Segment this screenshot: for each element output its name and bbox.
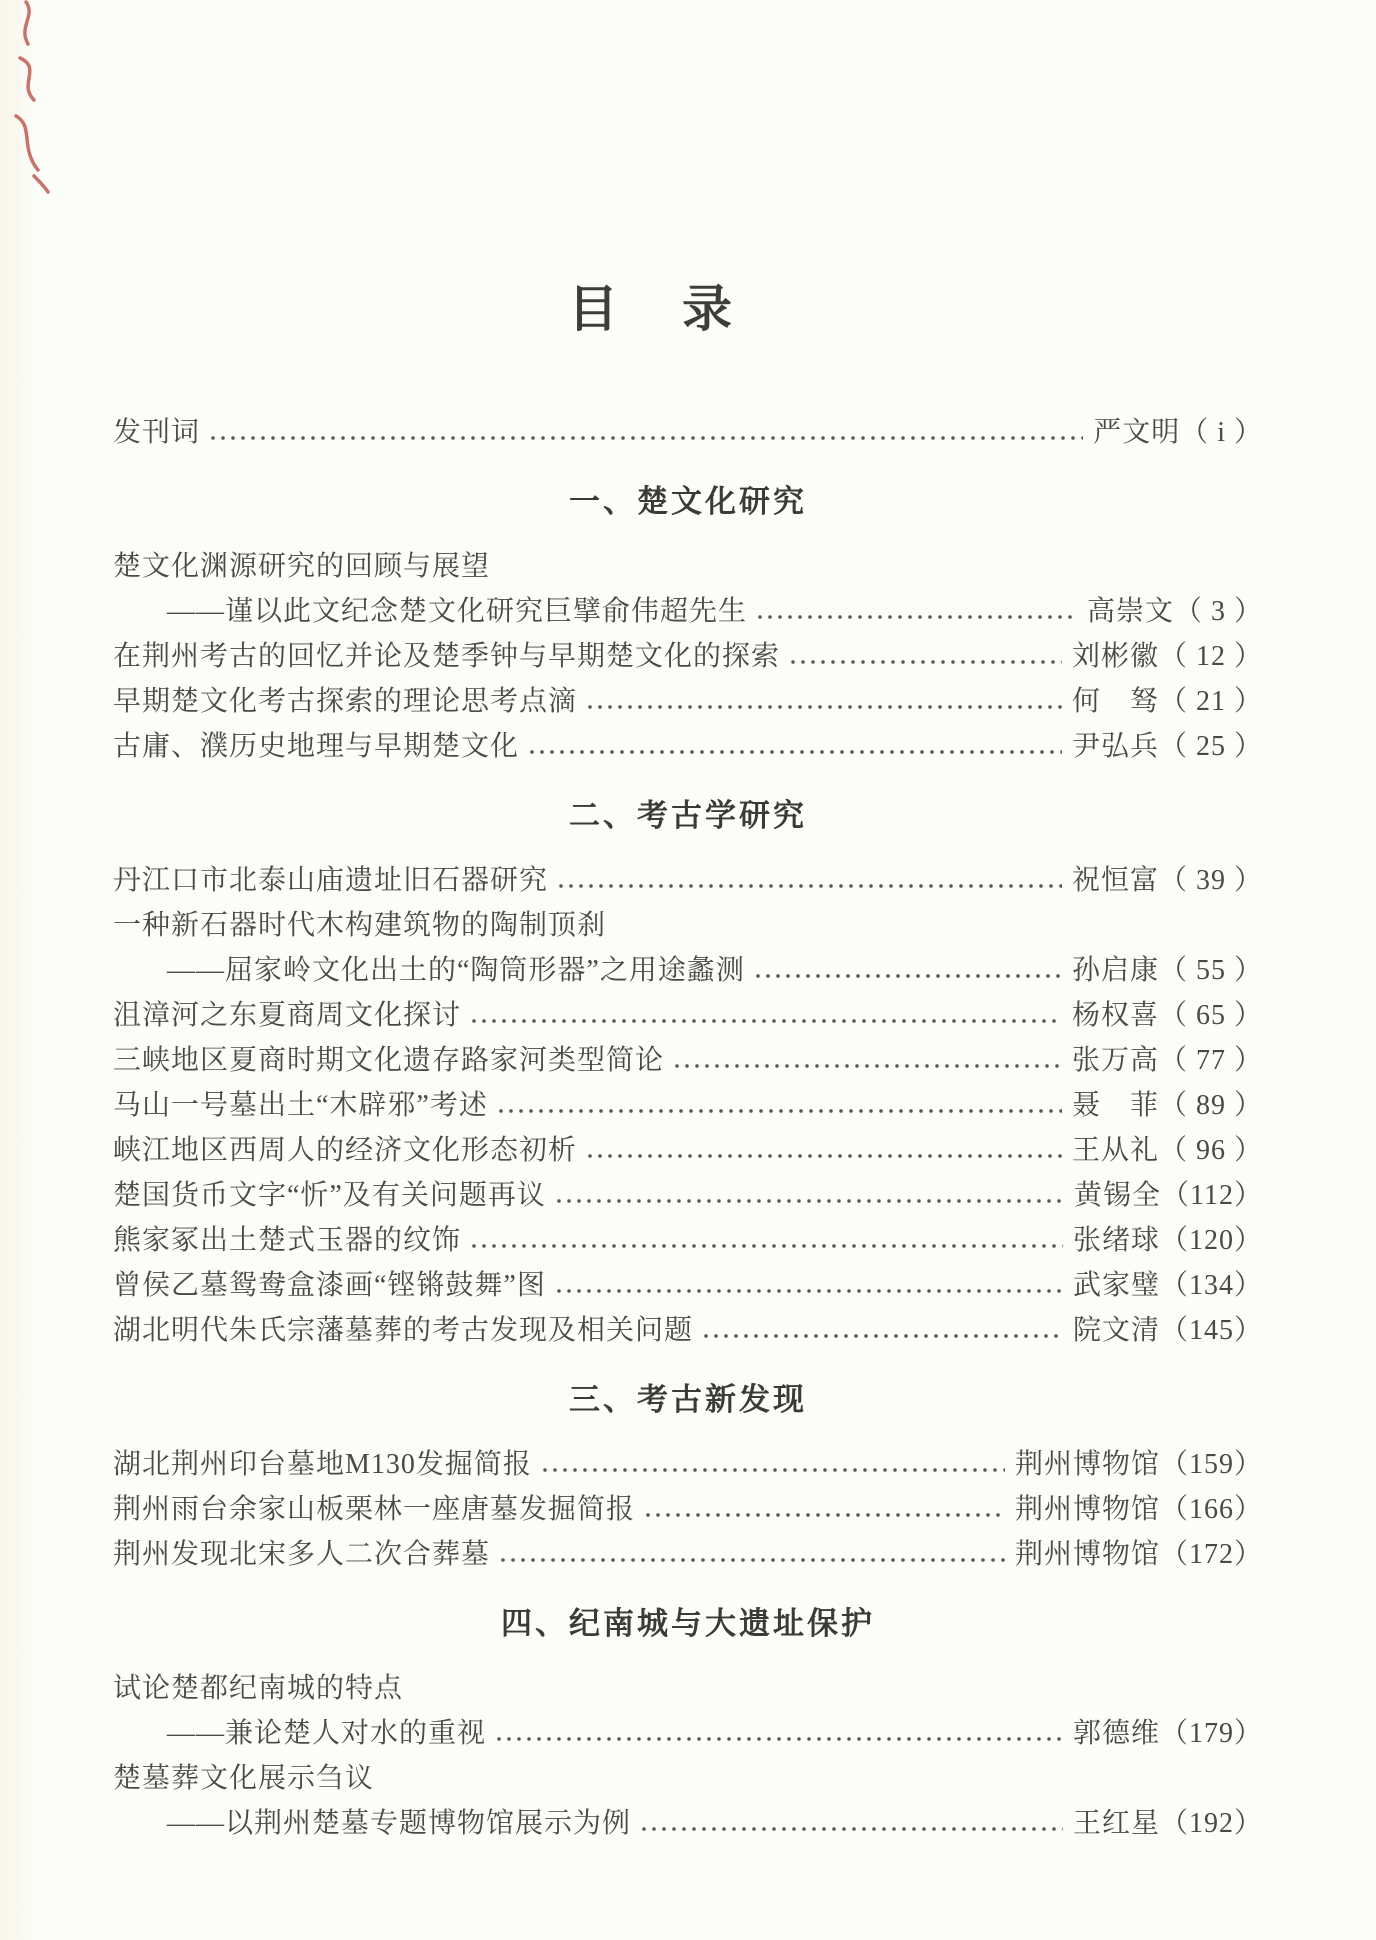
dot-leader — [496, 1083, 1062, 1128]
toc-row — [113, 1308, 1263, 1353]
dot-leader — [554, 1173, 1064, 1218]
author-name: 严文明 — [1093, 417, 1181, 448]
entry-title: 湖北明代朱氏宗藩墓葬的考古发现及相关问题 — [113, 1315, 694, 1346]
toc-row — [113, 1711, 1263, 1756]
page-number: （ 77 ） — [1158, 1045, 1263, 1076]
entry-title: 峡江地区西周人的经济文化形态初析 — [113, 1135, 578, 1166]
dot-leader — [494, 1711, 1063, 1756]
author-name: 郭德维 — [1072, 1718, 1160, 1749]
dot-leader — [498, 1532, 1005, 1577]
page-number: （ 39 ） — [1158, 865, 1263, 896]
author-name: 杨权喜 — [1071, 1000, 1159, 1031]
page-number: （112） — [1161, 1180, 1263, 1211]
dot-leader — [554, 1263, 1063, 1308]
page-number: （ 96 ） — [1158, 1135, 1263, 1166]
toc-row — [113, 1756, 1263, 1801]
page-number: （145） — [1159, 1315, 1263, 1346]
author-name: 聂 菲 — [1071, 1090, 1159, 1121]
page-number: （120） — [1159, 1225, 1263, 1256]
toc-row — [113, 1218, 1263, 1263]
author-name: 尹弘兵 — [1071, 731, 1159, 762]
toc-row — [113, 1083, 1263, 1128]
section-heading — [113, 793, 1263, 838]
author-name: 张绪球 — [1072, 1225, 1160, 1256]
entry-title: 沮漳河之东夏商周文化探讨 — [113, 1000, 462, 1031]
page-number: （159） — [1159, 1449, 1263, 1480]
dot-leader — [639, 1801, 1063, 1846]
page-number: （ i ） — [1180, 417, 1263, 448]
toc-list — [113, 410, 1263, 1846]
page-number: （ 3 ） — [1173, 596, 1263, 627]
toc-row — [113, 634, 1263, 679]
page-number: （ 65 ） — [1158, 1000, 1263, 1031]
toc-row — [113, 903, 1263, 948]
author-name: 武家璧 — [1072, 1270, 1160, 1301]
page-title-char-1: 目 — [568, 281, 618, 337]
toc-row — [113, 1801, 1263, 1846]
author-name: 张万高 — [1071, 1045, 1159, 1076]
section-heading-label: 二、考古学研究 — [569, 798, 807, 833]
dot-leader — [753, 948, 1062, 993]
entry-title: ——屈家岭文化出土的“陶筒形器”之用途蠡测 — [167, 955, 745, 986]
toc-row — [113, 1128, 1263, 1173]
section-heading — [113, 1601, 1263, 1646]
entry-title: 丹江口市北泰山庙遗址旧石器研究 — [113, 865, 549, 896]
dot-leader — [585, 1128, 1062, 1173]
dot-leader — [755, 589, 1077, 634]
page-number: （ 12 ） — [1158, 641, 1263, 672]
section-heading-label: 三、考古新发现 — [569, 1382, 807, 1417]
page-title-char-2: 录 — [682, 281, 732, 337]
toc-row — [113, 544, 1263, 589]
author-name: 王从礼 — [1071, 1135, 1159, 1166]
entry-title: 早期楚文化考古探索的理论思考点滴 — [113, 686, 578, 717]
author-name: 黄锡全 — [1074, 1180, 1162, 1211]
page-title — [0, 282, 1300, 336]
page-number: （ 25 ） — [1158, 731, 1263, 762]
page-number: （134） — [1159, 1270, 1263, 1301]
toc-row — [113, 858, 1263, 903]
entry-title: 湖北荆州印台墓地M130发掘简报 — [113, 1449, 532, 1480]
toc-row — [113, 410, 1263, 455]
author-name: 高崇文 — [1086, 596, 1174, 627]
toc-row — [113, 679, 1263, 724]
dot-leader — [585, 679, 1062, 724]
page-number: （192） — [1159, 1808, 1263, 1839]
author-name: 荆州博物馆 — [1014, 1449, 1160, 1480]
toc-row — [113, 589, 1263, 634]
author-name: 刘彬徽 — [1071, 641, 1159, 672]
dot-leader — [788, 634, 1062, 679]
entry-title: 发刊词 — [113, 417, 201, 448]
section-heading — [113, 479, 1263, 524]
author-name: 荆州博物馆 — [1014, 1494, 1160, 1525]
entry-title: 楚文化渊源研究的回顾与展望 — [113, 551, 491, 582]
section-heading-label: 四、纪南城与大遗址保护 — [501, 1606, 875, 1641]
entry-title: 楚国货币文字“忻”及有关问题再议 — [113, 1180, 546, 1211]
page-number: （ 21 ） — [1158, 686, 1263, 717]
section-heading — [113, 1377, 1263, 1422]
dot-leader — [208, 410, 1083, 455]
entry-title: ——谨以此文纪念楚文化研究巨擘俞伟超先生 — [167, 596, 748, 627]
dot-leader — [643, 1487, 1005, 1532]
toc-row — [113, 948, 1263, 993]
page-number: （166） — [1159, 1494, 1263, 1525]
entry-title: 古庸、濮历史地理与早期楚文化 — [113, 731, 520, 762]
dot-leader — [672, 1038, 1062, 1083]
dot-leader — [701, 1308, 1063, 1353]
toc-row — [113, 1487, 1263, 1532]
entry-title: ——兼论楚人对水的重视 — [167, 1718, 487, 1749]
toc-row — [113, 993, 1263, 1038]
author-name: 王红星 — [1072, 1808, 1160, 1839]
entry-title: 荆州发现北宋多人二次合葬墓 — [113, 1539, 491, 1570]
toc-row — [113, 1532, 1263, 1577]
page-number: （172） — [1159, 1539, 1263, 1570]
author-name: 孙启康 — [1071, 955, 1159, 986]
page-number: （ 89 ） — [1158, 1090, 1263, 1121]
dot-leader — [469, 993, 1062, 1038]
entry-title: ——以荆州楚墓专题博物馆展示为例 — [167, 1808, 632, 1839]
author-name: 荆州博物馆 — [1014, 1539, 1160, 1570]
author-name: 何 驽 — [1071, 686, 1159, 717]
entry-title: 三峡地区夏商时期文化遗存路家河类型简论 — [113, 1045, 665, 1076]
red-pen-marks — [4, 0, 68, 196]
toc-row — [113, 1038, 1263, 1083]
entry-title: 马山一号墓出土“木辟邪”考述 — [113, 1090, 488, 1121]
toc-row — [113, 1442, 1263, 1487]
dot-leader — [527, 724, 1062, 769]
entry-title: 熊家冢出土楚式玉器的纹饰 — [113, 1225, 462, 1256]
entry-title: 曾侯乙墓鸳鸯盒漆画“铿锵鼓舞”图 — [113, 1270, 546, 1301]
section-heading-label: 一、楚文化研究 — [569, 484, 807, 519]
entry-title: 试论楚都纪南城的特点 — [113, 1673, 404, 1704]
entry-title: 一种新石器时代木构建筑物的陶制顶刹 — [113, 910, 607, 941]
entry-title: 荆州雨台余家山板栗林一座唐墓发掘简报 — [113, 1494, 636, 1525]
author-name: 祝恒富 — [1071, 865, 1159, 896]
toc-row — [113, 724, 1263, 769]
entry-title: 楚墓葬文化展示刍议 — [113, 1763, 375, 1794]
toc-row — [113, 1173, 1263, 1218]
toc-row — [113, 1666, 1263, 1711]
dot-leader — [556, 858, 1062, 903]
dot-leader — [469, 1218, 1063, 1263]
dot-leader — [540, 1442, 1005, 1487]
entry-title: 在荆州考古的回忆并论及楚季钟与早期楚文化的探索 — [113, 641, 781, 672]
page-number: （179） — [1159, 1718, 1263, 1749]
author-name: 院文清 — [1072, 1315, 1160, 1346]
page-number: （ 55 ） — [1158, 955, 1263, 986]
toc-row — [113, 1263, 1263, 1308]
